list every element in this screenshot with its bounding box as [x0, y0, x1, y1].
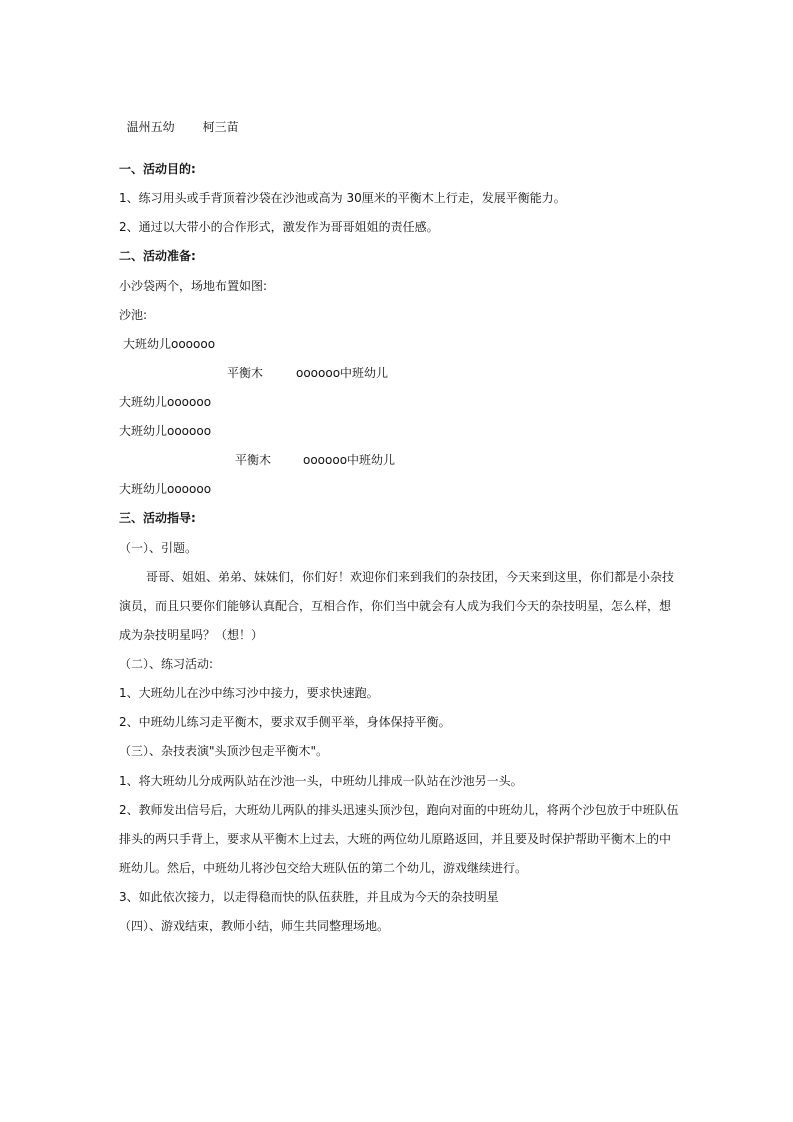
section1-item-1: 1、练习用头或手背顶着沙袋在沙池或高为 30厘米的平衡木上行走，发展平衡能力。 [119, 191, 566, 205]
part2-item-2: 2、中班幼儿练习走平衡木，要求双手侧平举，身体保持平衡。 [119, 715, 451, 729]
section3-heading: 三、活动指导: [119, 511, 196, 525]
part3-item-2-line-2: 排头的两只手背上，要求从平衡木上过去，大班的两位幼儿原路返回，并且要及时保护帮助平衡木上的中 [119, 832, 672, 846]
layout-middle-kids-2: oooooo中班幼儿 [303, 453, 396, 467]
part1-para-line-1: 哥哥、姐姐、弟弟、妹妹们，你们好！欢迎你们来到我们的杂技团，今天来到这里，你们都是小杂技 [146, 570, 675, 584]
layout-beam-2: 平衡木 [235, 453, 272, 467]
part2-title: （二）、练习活动: [119, 657, 214, 671]
part3-item-1: 1、将大班幼儿分成两队站在沙池一头，中班幼儿排成一队站在沙池另一头。 [119, 774, 523, 788]
part3-item-3: 3、如此依次接力，以走得稳而快的队伍获胜，并且成为今天的杂技明星 [119, 890, 499, 904]
layout-big-class-row-2: 大班幼儿oooooo [119, 395, 212, 409]
part1-title: （一）、引题。 [119, 541, 198, 555]
part3-item-2-line-3: 班幼儿。然后，中班幼儿将沙包交给大班队伍的第二个幼儿，游戏继续进行。 [119, 861, 528, 875]
part3-item-2-line-1: 2、教师发出信号后，大班幼儿两队的排头迅速头顶沙包，跑向对面的中班幼儿，将两个沙包放于中班队伍 [119, 803, 679, 817]
materials-text: 小沙袋两个，场地布置如图: [119, 279, 268, 293]
layout-big-class-row-3: 大班幼儿oooooo [119, 424, 212, 438]
part3-title: （三）、杂技表演"头顶沙包走平衡木"。 [119, 744, 329, 758]
part2-item-1: 1、大班幼儿在沙中练习沙中接力，要求快速跑。 [119, 686, 379, 700]
part1-para-line-3: 成为杂技明星吗？（想！） [119, 628, 264, 642]
layout-big-class-row-4: 大班幼儿oooooo [119, 482, 212, 496]
layout-big-class-row-1: 大班幼儿oooooo [123, 337, 216, 351]
sandpit-label: 沙池: [119, 308, 148, 322]
layout-beam-1: 平衡木 [227, 366, 264, 380]
author-line [119, 103, 239, 135]
part4-title: （四）、游戏结束，教师小结，师生共同整理场地。 [119, 919, 390, 933]
author-name: 柯三苗 [202, 120, 239, 134]
section1-item-2: 2、通过以大带小的合作形式，激发作为哥哥姐姐的责任感。 [119, 220, 439, 234]
part1-para-line-2: 演员，而且只要你们能够认真配合，互相合作，你们当中就会有人成为我们今天的杂技明星，怎么样，想 [119, 599, 672, 613]
section2-heading: 二、活动准备: [119, 249, 196, 263]
author-school: 温州五幼 [126, 120, 175, 134]
layout-middle-kids-1: oooooo中班幼儿 [296, 366, 389, 380]
section1-heading: 一、活动目的: [119, 162, 196, 176]
